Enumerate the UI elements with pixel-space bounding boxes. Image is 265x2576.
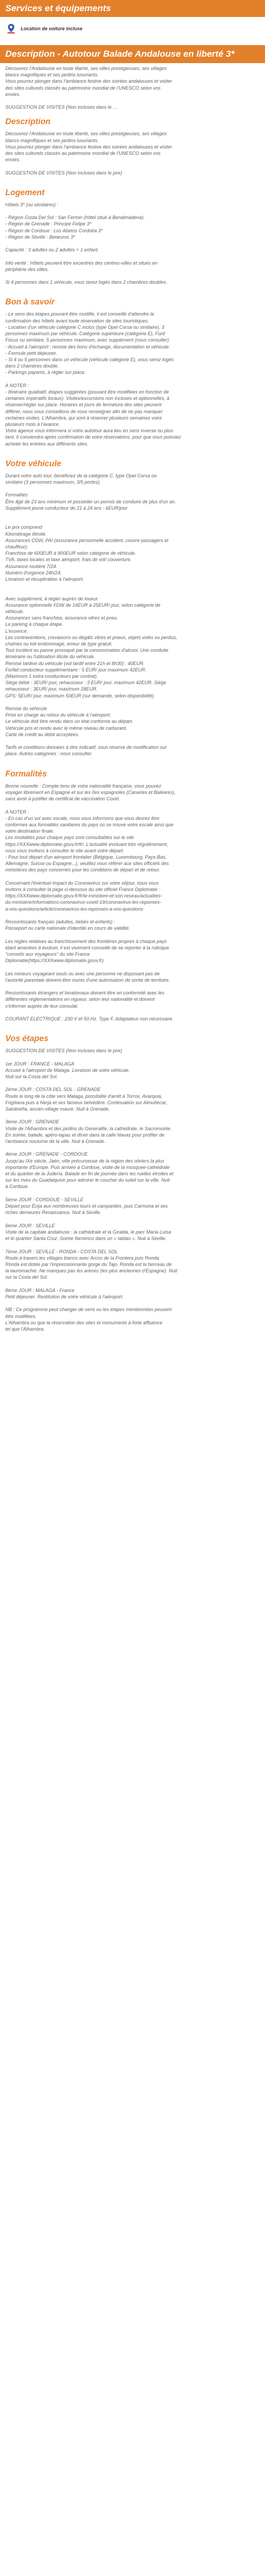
section-line: et du quartier de la Judería. Balade en fin de journée dans les ruelles étroites et	[5, 1171, 174, 1177]
section-formalit-s	[5, 763, 260, 1028]
intro-line	[5, 98, 260, 104]
section-vos-tapes	[5, 1027, 260, 1338]
services-title: Services et équipements	[0, 0, 265, 17]
section-line: chauffeur).	[5, 544, 29, 549]
section-line: - Parkings payants, à régler sur place.	[5, 370, 86, 376]
section-line: votre destination finale.	[5, 828, 55, 834]
intro-line: envies.	[5, 91, 21, 97]
section-votre-v-hicule	[5, 452, 260, 763]
section-line: du-ministere/informations-coronavirus-covid-19/coronavirus-les-reponses-	[5, 900, 162, 905]
section-line	[5, 518, 260, 524]
section-line: - Région de Séville : Betanzos 3*	[5, 234, 75, 240]
section-title: Bon à savoir	[5, 298, 55, 307]
section-line	[5, 208, 260, 214]
section-line: - Région de Cordoue : Los Abetos Cordoba 3*	[5, 228, 103, 233]
section-line: tard. Il conviendra après confirmation de votre réservations, pour que vous puissiez	[5, 434, 181, 440]
section-line: 1er JOUR : FRANCE - MALAGA	[5, 1061, 75, 1067]
section-line: 5ème JOUR : CORDOUE - SEVILLE	[5, 1197, 84, 1202]
section-line	[5, 1145, 260, 1151]
section-line: SUGGESTION DE VISITES (Non incluses dans le prix)	[5, 170, 122, 176]
section-line: Remise tardive du véhicule (vol tardif entre 21h et 8h30) : 40EUR.	[5, 660, 145, 666]
section-line	[5, 273, 260, 279]
section-line: L'Alhambra ou que la réservation des sites et monuments à forte affluence	[5, 1320, 163, 1325]
section-line	[5, 253, 260, 259]
intro-line: blancs magnifiques et ses jardins luxuriants.	[5, 72, 99, 78]
section-line: Votre agence vous informera si votre autotour aura lieu en sens inverse ou plus	[5, 428, 173, 434]
section-line: Vous pourrez plonger dans l'ambiance festive des soirées andalouses et visiter	[5, 144, 172, 150]
section-line: riches demeures Renaissance. Nuit à Séville.	[5, 1210, 102, 1216]
section-line: Frigiliana puis à Nerja et ses fameux belvédère. Continuation sur Almuñecar,	[5, 1099, 167, 1105]
section-line: https://XXXwww.diplomatie.gouv.fr/fr/. L'actualité évoluant très régulièrement,	[5, 841, 168, 847]
section-line: Assurances sans franchise, assurance vitres et pneu.	[5, 615, 119, 621]
section-line	[5, 1080, 260, 1086]
section-line: Le prix comprend	[5, 525, 42, 530]
section-line	[5, 240, 260, 247]
section-title: Logement	[5, 188, 45, 197]
section-line: blancs magnifiques et ses jardins luxuriants.	[5, 137, 99, 143]
section-line: TVA, taxes locales et taxe aéroport, frais de vol/ couverture.	[5, 557, 132, 563]
section-line: a-vos-questions/article/coronavirus-les-reponses-a-vos-questions	[5, 906, 144, 912]
section-line: Nuit sur la Costa del Sol.	[5, 1074, 58, 1080]
section-line: Ressortissants français (adultes, bébés et enfants) :	[5, 919, 116, 924]
section-line: Forfait conducteur supplémentaire : 5 EUR/ jour maximum 42EUR.	[5, 667, 147, 673]
description-bar: Description - Autotour Balade Andalouse en liberté 3*	[0, 45, 265, 63]
section-line: nous vous invitons à consulter le site avant votre départ.	[5, 848, 125, 853]
section-line: - Si 4 ou 5 personnes dans un véhicule (véhicule catégorie E), vous serez logés	[5, 356, 174, 362]
section-line: Petit déjeuner. Restitution de votre véhicule à l'aéroport.	[5, 1294, 124, 1299]
section-line: Formalités	[5, 492, 28, 498]
section-line: similaire (3 personnes maximum, 3/5 portes).	[5, 479, 101, 485]
section-line	[5, 163, 260, 169]
section-title: Votre véhicule	[5, 459, 61, 468]
section-line: Diplomatie(https://XXXwww.diplomatie.gouv.fr)	[5, 958, 104, 964]
section-line: En soirée, balade, apéro-tapas et dîner dans la calle Navas pour profiter de	[5, 1132, 165, 1138]
intro-line: Découvrez l'Andalousie en toute liberté, ses villes prestigieuses, ses villages	[5, 66, 167, 71]
section-line: Tout incident ou panne provoqué par la consommation d'alcool. Une conduite	[5, 648, 169, 653]
section-line	[5, 1054, 260, 1060]
section-line: s'informer auprès de leur consulat.	[5, 1003, 78, 1009]
section-line: - Itinéraire qualitatif, étapes suggérées (pouvant être modifiées en fonction de	[5, 389, 169, 395]
section-line	[5, 1216, 260, 1222]
section-line: Ronda est dotée par l'impressionnante gorge du Tajo. Ronda est la berceau de	[5, 1261, 172, 1267]
section-line: téméraire ou l'utilisation illicite du véhicule.	[5, 654, 95, 660]
section-line	[5, 1281, 260, 1287]
section-line: Le véhicule doit être rendu dans un état conforme au départ.	[5, 719, 134, 724]
section-line: invitons à consulter la page ci-dessous du site officiel France Diplomatie :	[5, 886, 161, 892]
section-line: rehausseur : 3EUR/ jour, maximum 28EUR.	[5, 686, 98, 692]
section-line: SUGGESTION DE VISITES (Non incluses dans le prix)	[5, 1048, 122, 1054]
section-line: - Formule petit déjeuner.	[5, 350, 57, 356]
section-line: - En cas d'un vol avec escale, nous vous informons que vous devrez être	[5, 815, 160, 821]
section-line: Route le long de la côte vers Malaga, possibilité d'arrêt à Torrox, Avarquia,	[5, 1093, 163, 1099]
section-line: Découvrez l'Andalousie en toute liberté, ses villes prestigieuses, ses villages	[5, 131, 167, 137]
section-line: différer, nous vous conseillons de vous renseigner afin de ne pas manquer	[5, 408, 163, 414]
section-line: confirmation des hôtels avant toute réservation de sites touristiques.	[5, 318, 149, 324]
section-line: conformes aux formalités sanitaires du pays où se trouve votre escale ainsi que	[5, 822, 174, 827]
section-line: sur la Costa del Sol.	[5, 1274, 48, 1280]
section-line: Allemagne, Suisse ou Espagne...), veuillez vous référer aux sites officiels des	[5, 861, 169, 867]
intro-line: Vous pourrez plonger dans l'ambiance festive des soirées andalouses et visiter	[5, 78, 172, 84]
section-line: (Maximum 1 extra conducteurs par contrat).	[5, 674, 98, 679]
section-line: Carte de crédit au débit acceptées.	[5, 731, 80, 737]
section-line: Assurance optionnelle FDW de 16EUR à 25EUR/ jour, selon catégorie de	[5, 602, 161, 608]
section-line: Capacité : 3 adultes ou 2 adultes + 1 enfant.	[5, 247, 99, 253]
section-bon-savoir	[5, 291, 260, 452]
section-line: Accueil à l'aéroport de Malaga. Livraison de votre véhicule.	[5, 1067, 130, 1073]
section-line: Info vérité : Hôtels peuvent être excentrés des centres-villes et situés en	[5, 260, 158, 266]
section-line: ministères des pays concernés pour les conditions de départ et de retour.	[5, 867, 161, 873]
section-line: Visite de l'Alhambra et des jardins du Generalife, la cathédrale, le Sacromonte.	[5, 1125, 172, 1131]
section-line: Départ pour Écija aux nombreuses tours et campaniles, puis Carmona et ses	[5, 1203, 168, 1209]
intro-line: SUGGESTION DE VISITES (Non incluses dans le ...	[5, 104, 117, 110]
section-line: personnes maximum par véhicule. Catégorie supérieure (catégorie E), Ford	[5, 331, 165, 337]
section-line: la tauromachie. Ne manquez pas les arènes (les plus anciennes d'Espagne). Nuit	[5, 1268, 178, 1274]
section-line: l'autorité parentale doivent être munis d'une autorisation de sortie de territoire.	[5, 977, 170, 983]
section-line: certaines impératifs locaux). Visites/excursions non incluses et optionnelles, à	[5, 396, 170, 401]
section-title: Vos étapes	[5, 1034, 49, 1044]
section-line: Assurances CDW, PAI (assurance personnelle accident, couvre passagers et	[5, 537, 169, 543]
section-line	[5, 1190, 260, 1197]
section-line: Hôtels 3* (ou similaires) :	[5, 202, 59, 207]
section-line: 4ème JOUR : GRENADE - CORDOUE	[5, 1151, 88, 1157]
intro-text	[5, 65, 260, 110]
section-line	[5, 511, 260, 518]
section-line: à Cordoue.	[5, 1184, 29, 1190]
section-line: Franchise de 600EUR à 900EUR selon catégorie de véhicule.	[5, 551, 136, 556]
section-line: voyager librement en Espagne et sur les îles espagnoles (Canaries et Baléares),	[5, 789, 176, 795]
section-line: Passeport ou carte nationale d'identité en cours de validité.	[5, 925, 130, 931]
section-line: chaînes ou toit endommagé, erreur de type gratuit.	[5, 641, 113, 647]
section-line: Livraison et récupération à l'aéroport.	[5, 577, 84, 582]
section-line	[5, 874, 260, 880]
section-line: dans 2 chambres double.	[5, 363, 59, 369]
section-line: Siège bébé : 3EUR/ jour, rehausseur : 3 EUR/ jour, maximum 42EUR. Siège	[5, 680, 166, 686]
section-line: Durant votre auto tour, bénéficiez de la catégorie C, type Opel Corsa ou	[5, 473, 157, 478]
section-line: Si 4 personnes dans 1 véhicule, vous serez logés dans 2 chambres doubles.	[5, 280, 167, 285]
section-line: Tarifs et conditions données à titre indicatif, sous réserve de modification sur	[5, 745, 167, 750]
section-line: certaines visites. L'Alhambra, qui sont à réserver plusieurs semaines voire	[5, 415, 162, 421]
section-line	[5, 485, 260, 492]
section-line: sur les rives du Guadalquivir pour admirer le coucher du soleil sur la ville. Nuit	[5, 1177, 170, 1183]
section-line: et le quartier Santa Cruz. Soirée flamenco dans un « tablao ». Nuit à Séville.	[5, 1236, 167, 1242]
section-line: - Région Costa Del Sol : San Fermin (hôtel situé à Benalmadena).	[5, 215, 145, 221]
location-label: Location de voiture incluse	[21, 26, 83, 31]
section-title: Formalités	[5, 769, 47, 779]
section-line: Concernant l'éventuel impact du Coronavirus sur votre séjour, nous vous	[5, 880, 159, 886]
section-line	[5, 1300, 260, 1306]
section-line: Kilométrage illimité.	[5, 531, 47, 537]
section-line: périphérie des villes.	[5, 266, 49, 272]
section-line: A NOTER :	[5, 809, 29, 815]
section-line: plusieurs mois à l'avance.	[5, 421, 60, 427]
section-line: être modifiées.	[5, 1313, 37, 1319]
section-line: GPS: 5EUR/ jour, maximum 50EUR (sur demande, selon disponibilité).	[5, 693, 155, 698]
section-line: Les contraventions, crevaisons ou dégâts vitres et pneus, objets volés ou perdus,	[5, 634, 178, 640]
location-row	[0, 17, 265, 35]
section-line: 2ème JOUR : COSTA DEL SOL - GRENADE	[5, 1087, 101, 1093]
section-line: Être âgé de 23 ans minimum et posséder un permis de conduire de plus d'un an.	[5, 499, 176, 504]
section-line: Véhicule pris et rendu avec le même niveau de carburant.	[5, 725, 128, 731]
section-line: Visite de la capitale andalouse : la cathédrale et la Giralda, le parc Maria Luisa	[5, 1229, 171, 1235]
section-line: Bonne nouvelle : Compte tenu de votre nationalité française, vous pouvez	[5, 783, 162, 789]
section-line: différentes réglementations en vigueur, selon leur nationalité et doivent	[5, 997, 155, 1002]
section-line: sans avoir à justifier de certificat de vaccination Covid.	[5, 796, 120, 802]
section-line: Ressortissants étrangers et binationaux doivent être en conformité avec les	[5, 990, 165, 996]
section-line: Prise en charge au retour du véhicule à l'aéroport.	[5, 712, 111, 718]
section-line	[5, 964, 260, 970]
section-line: Focus ou similaire, 5 personnes maximum, avec supplément (nous consulter).	[5, 337, 171, 343]
section-line: Le parking à chaque étape.	[5, 622, 64, 627]
section-line: Les mineurs voyageant seuls ou avec une personne ne disposant pas de	[5, 971, 160, 976]
section-line	[5, 912, 260, 919]
section-line: COURANT ELECTRIQUE : 230 V et 50 Hz. Type F. Adaptateur non nécessaire.	[5, 1016, 174, 1021]
section-line: Assurance routière 7/24.	[5, 563, 58, 569]
section-line	[5, 738, 260, 744]
section-line: tel que l'Alhambra.	[5, 1326, 45, 1332]
section-line	[5, 1112, 260, 1119]
section-line: L'essence.	[5, 628, 28, 634]
section-line: Salobreña, ancien village maure. Nuit à Grenade.	[5, 1106, 110, 1112]
section-title: Description	[5, 117, 51, 127]
car-rental-icon	[6, 23, 16, 34]
section-line: - Le sens des étapes pouvant être modifié, il est conseillé d'attendre la	[5, 311, 154, 317]
section-line: place. Autres catégories : nous consulter.	[5, 751, 93, 757]
intro-line: des sites culturels classés au patrimoine mondial de l'UNESCO selon vos	[5, 85, 161, 91]
section-line: Numéro d'urgence 24h/24.	[5, 570, 62, 575]
section-line: Avec supplément, à régler auprès de loueur	[5, 596, 98, 601]
section-line: Les modalités pour chaque pays sont consultables sur le site	[5, 835, 134, 841]
section-line: - Location d'un véhicule catégorie C inclus (type Opel Corsa ou similaire), 3	[5, 324, 164, 330]
section-line: importante d'Europe. Puis arrivée à Cordoue, visite de la mosquée-cathédrale	[5, 1164, 170, 1170]
section-line: acheter les entrées aux différents sites.	[5, 441, 89, 447]
section-line: Les règles relatives au franchissement des frontières propres à chaque pays	[5, 938, 167, 944]
section-line: - Région de Grenade : Principe Felipe 3*	[5, 221, 92, 227]
section-line: envies.	[5, 157, 21, 163]
section-line: l'ambiance nocturne de la ville. Nuit à Grenade.	[5, 1139, 105, 1145]
section-line: Jusqu'au IXe siècle, Jaén, ville précurseuse de la région des oliviers la plus	[5, 1158, 164, 1164]
section-line: NB : Ce programme peut changer de sens ou les étapes mentionnées peuvent	[5, 1307, 172, 1313]
section-line	[5, 589, 260, 595]
section-logement	[5, 181, 260, 291]
section-line: Remise du véhicule	[5, 706, 47, 712]
section-line	[5, 931, 260, 938]
section-line: étant amenées à évoluer, il est vivement conseillé de se reporter à la rubrique	[5, 945, 170, 950]
section-line	[5, 376, 260, 382]
section-line	[5, 1242, 260, 1248]
section-line: 8ème JOUR : MALAGA - France	[5, 1287, 75, 1293]
section-line	[5, 1009, 260, 1016]
section-line: des sites culturels classés au patrimoine mondial de l'UNESCO selon vos	[5, 151, 161, 156]
section-line: "conseils aux voyageurs" du site France	[5, 951, 90, 957]
section-description	[5, 110, 260, 181]
section-line: - Accueil à l'aéroport : remise des bons d'échange, documentation et véhicule.	[5, 344, 170, 350]
section-line: A NOTER :	[5, 382, 29, 388]
section-line: réserver/régler sur place. Horaires et jours de fermeture des sites peuvent	[5, 402, 162, 408]
section-line: 7ème JOUR : SEVILLE - RONDA - COSTA DEL SOL	[5, 1248, 118, 1254]
section-line: 6ème JOUR : SEVILLE	[5, 1222, 55, 1228]
section-line: véhicule.	[5, 609, 24, 615]
section-line: Route à travers les villages blancs avec Arcos de la Frontera puis Ronda.	[5, 1255, 161, 1261]
section-line: Supplément jeune conducteur de 21 à 24 ans : 6EUR/jour	[5, 505, 128, 511]
section-line: - Pour tout départ d'un aéroport frontalier (Belgique, Luxembourg, Pays-Bas,	[5, 854, 167, 860]
section-line	[5, 802, 260, 808]
section-line	[5, 582, 260, 589]
section-line	[5, 699, 260, 705]
section-line: 3ème JOUR : GRENADE	[5, 1119, 59, 1125]
section-line	[5, 983, 260, 990]
section-line: https://XXXwww.diplomatie.gouv.fr/fr/le-ministere-et-son-reseau/actualites-	[5, 893, 162, 899]
